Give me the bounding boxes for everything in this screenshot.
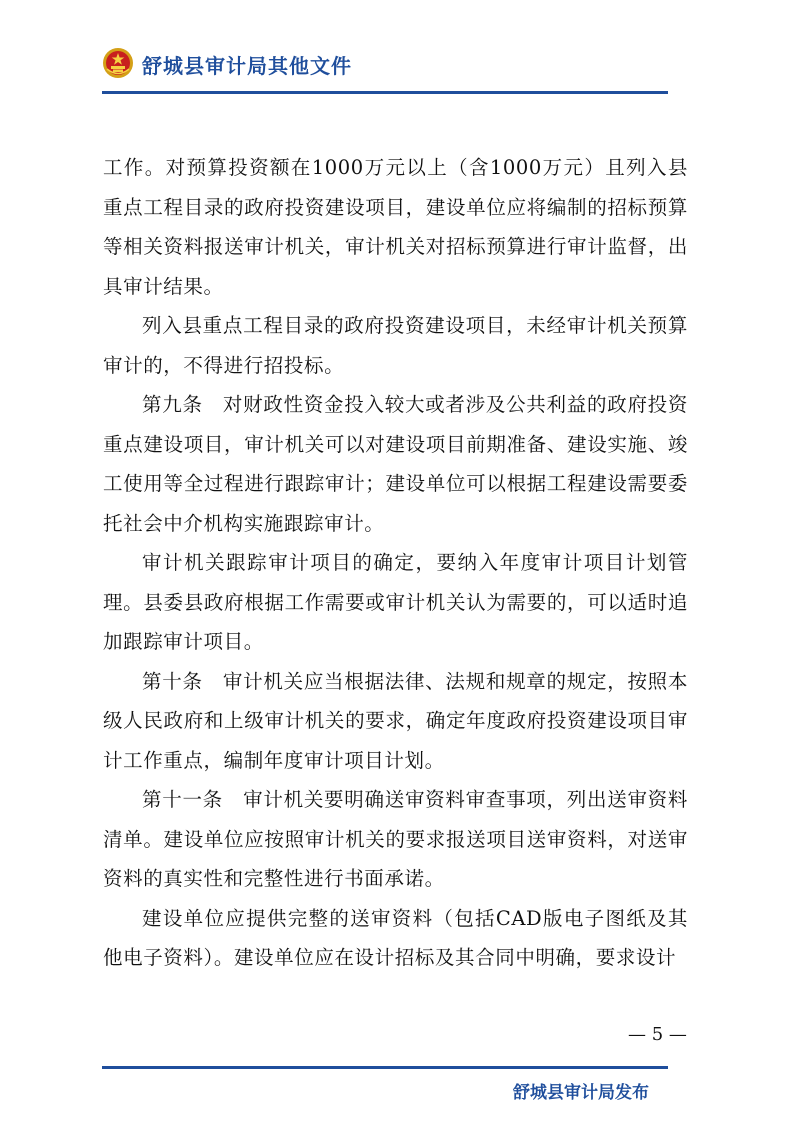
- article-10-paragraph: 第十条 审计机关应当根据法律、法规和规章的规定，按照本级人民政府和上级审计机关的要求，确定年度政府投资建设项目审计工作重点，编制年度审计项目计划。: [103, 669, 688, 772]
- page-number: — 5 —: [628, 1024, 687, 1045]
- header-title: 舒城县审计局其他文件: [142, 54, 352, 78]
- document-header: [102, 44, 668, 94]
- article-11-paragraph: 第十一条 审计机关要明确送审资料审查事项，列出送审资料清单。建设单位应按照审计机关的要求报送项目送审资料，对送审资料的真实性和完整性进行书面承诺。: [103, 788, 688, 890]
- footer-divider: [102, 1066, 668, 1069]
- body-paragraph: 工作。对预算投资额在1000万元以上（含1000万元）且列入县重点工程目录的政府投资建设项目，建设单位应将编制的招标预算等相关资料报送审计机关，审计机关对招标预算进行审计监督，出具审计结果。: [103, 156, 688, 298]
- national-emblem-icon: [102, 47, 134, 79]
- body-paragraph: 审计机关跟踪审计项目的确定，要纳入年度审计项目计划管理。县委县政府根据工作需要或审计机关认为需要的，可以适时追加跟踪审计项目。: [103, 551, 688, 653]
- header-divider: [102, 91, 668, 94]
- footer-publisher: 舒城县审计局发布: [513, 1083, 649, 1103]
- document-body: [103, 148, 688, 978]
- article-9-paragraph: 第九条 对财政性资金投入较大或者涉及公共利益的政府投资重点建设项目，审计机关可以对建设项目前期准备、建设实施、竣工使用等全过程进行跟踪审计；建设单位可以根据工程建设需要委托社会中介机构实施跟踪审计。: [103, 393, 688, 535]
- body-paragraph: 列入县重点工程目录的政府投资建设项目，未经审计机关预算审计的，不得进行招投标。: [103, 314, 688, 377]
- body-paragraph: 建设单位应提供完整的送审资料（包括CAD版电子图纸及其他电子资料）。建设单位应在设计招标及其合同中明确，要求设计: [103, 906, 688, 969]
